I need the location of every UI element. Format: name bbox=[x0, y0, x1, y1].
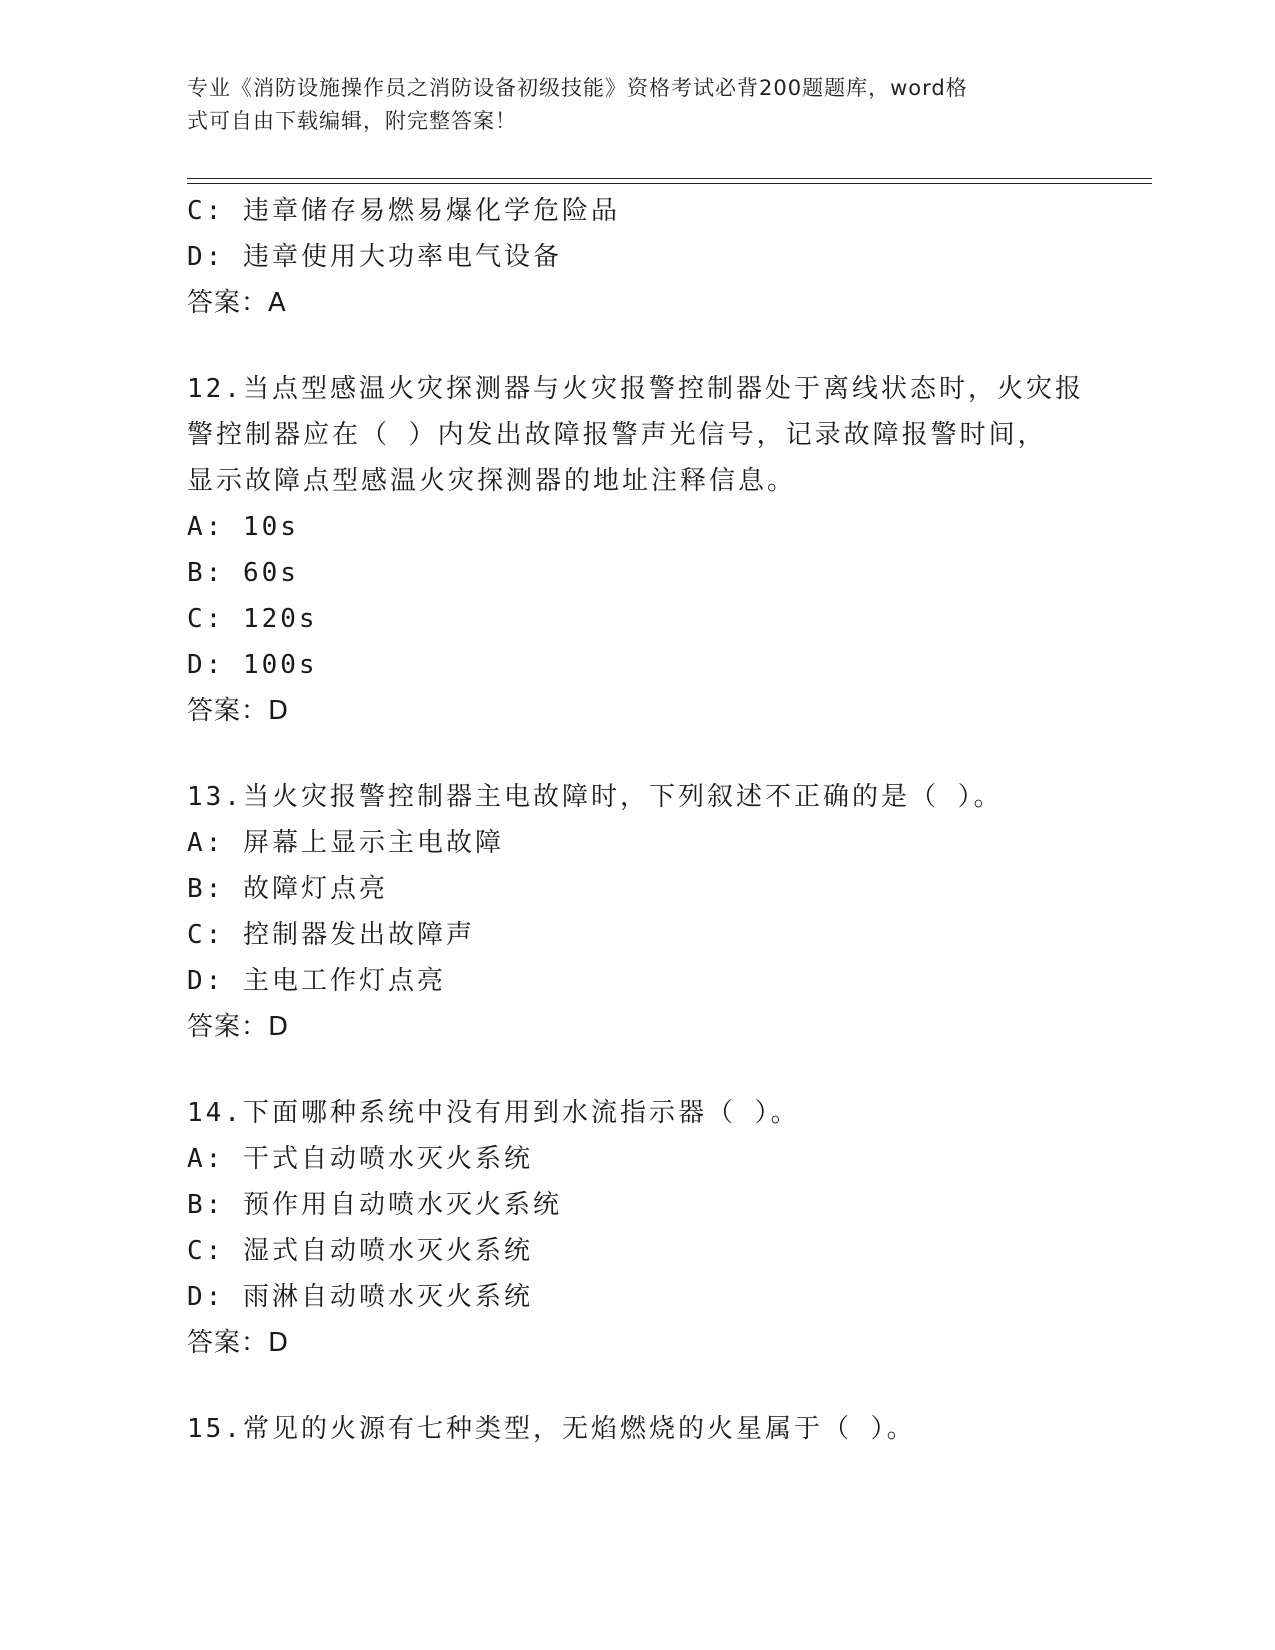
option-b: B: 预作用自动喷水灭火系统 bbox=[187, 1190, 562, 1220]
header-line-1: 专业《消防设施操作员之消防设备初级技能》资格考试必背200题题库，word格 bbox=[187, 76, 968, 100]
question-stem: 13.当火灾报警控制器主电故障时，下列叙述不正确的是（ ）。 bbox=[187, 782, 1003, 812]
answer: 答案：D bbox=[187, 1328, 290, 1358]
answer: 答案：D bbox=[187, 1012, 290, 1042]
option-d: D: 主电工作灯点亮 bbox=[187, 966, 446, 996]
option-a: A: 屏幕上显示主电故障 bbox=[187, 828, 504, 858]
answer: 答案：D bbox=[187, 696, 290, 726]
option-d: D: 100s bbox=[187, 650, 318, 680]
option-c: C: 120s bbox=[187, 604, 318, 634]
question-stem: 显示故障点型感温火灾探测器的地址注释信息。 bbox=[187, 466, 797, 496]
header-divider-bottom bbox=[187, 183, 1152, 184]
question-stem: 15.常见的火源有七种类型，无焰燃烧的火星属于（ ）。 bbox=[187, 1414, 916, 1444]
option-c: C: 湿式自动喷水灭火系统 bbox=[187, 1236, 533, 1266]
option-b: B: 60s bbox=[187, 558, 299, 588]
question-11-tail bbox=[187, 188, 1147, 326]
option-a: A: 干式自动喷水灭火系统 bbox=[187, 1144, 533, 1174]
question-stem: 14.下面哪种系统中没有用到水流指示器（ ）。 bbox=[187, 1098, 800, 1128]
option-b: B: 故障灯点亮 bbox=[187, 874, 388, 904]
answer: 答案：A bbox=[187, 288, 287, 318]
question-stem: 警控制器应在（ ）内发出故障报警声光信号，记录故障报警时间， bbox=[187, 420, 1047, 450]
question-stem: 12.当点型感温火灾探测器与火灾报警控制器处于离线状态时，火灾报 bbox=[187, 374, 1084, 404]
question-content bbox=[187, 188, 1147, 1452]
option-a: A: 10s bbox=[187, 512, 299, 542]
header-line-2: 式可自由下载编辑，附完整答案！ bbox=[187, 109, 517, 133]
header-divider-top bbox=[187, 178, 1152, 179]
question-13 bbox=[187, 774, 1147, 1050]
question-15 bbox=[187, 1406, 1147, 1452]
question-14 bbox=[187, 1090, 1147, 1366]
option-d: D: 违章使用大功率电气设备 bbox=[187, 242, 562, 272]
option-c: C: 控制器发出故障声 bbox=[187, 920, 475, 950]
question-12 bbox=[187, 366, 1147, 734]
option-d: D: 雨淋自动喷水灭火系统 bbox=[187, 1282, 533, 1312]
document-header bbox=[187, 72, 1067, 138]
option-c: C: 违章储存易燃易爆化学危险品 bbox=[187, 196, 620, 226]
